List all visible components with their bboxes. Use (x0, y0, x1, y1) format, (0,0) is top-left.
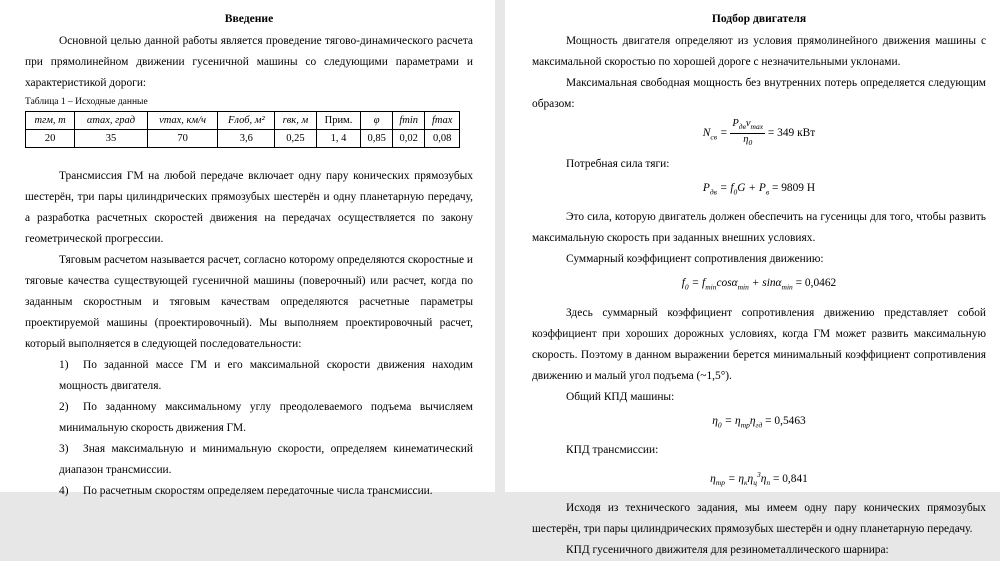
table-cell: 70 (147, 130, 218, 148)
table-header-cell: mгм, т (26, 112, 75, 130)
right-page-content (532, 12, 986, 561)
list-item: 3) Зная максимальную и минимальную скорости, определяем кинематический диапазон трансмиссии. (59, 443, 473, 476)
transmission-efficiency-label: КПД трансмиссии: (566, 444, 659, 457)
force-explanation-paragraph: Это сила, которую двигатель должен обеспечить на гусеницы для того, чтобы развить максимальную скорость при заданных внешних условиях. (532, 211, 986, 245)
section-title-introduction: Введение (224, 12, 274, 25)
table-cell: 1, 4 (316, 130, 361, 148)
table-cell: 0,85 (361, 130, 393, 148)
table-caption: Таблица 1 – Исходные данные (25, 97, 148, 107)
left-document-page (0, 0, 495, 497)
task-paragraph: Исходя из технического задания, мы имеем одну пару конических прямозубых шестерён, три пары цилиндрических прямозубых шестерён и одну планетарную передачу. (532, 502, 986, 536)
resistance-label: Суммарный коэффициент сопротивления движению: (566, 253, 824, 266)
table-row (26, 130, 460, 148)
section-title-engine: Подбор двигателя (711, 12, 807, 25)
transmission-paragraph: Трансмиссия ГМ на любой передаче включает одну пару конических прямозубых шестерён, три пары цилиндрических прямозубых шестерён и одну планетарную передачу, а разработка расчетных скоростей движения на передачах осуществляется по закону геометрической прогрессии. (25, 170, 473, 245)
list-item: 2) По заданному максимальному углу преодолеваемого подъема вычисляем минимальную скорость движения ГМ. (59, 401, 473, 434)
equation-power: $N_{св}$ = $\frac{P_{дв}v_{max}}{\eta_0}$ = 349 кВт (702, 118, 816, 148)
right-document-page (505, 0, 1000, 557)
steps-list (25, 355, 473, 502)
table-header-cell: vmax, км/ч (147, 112, 218, 130)
initial-data-table (25, 111, 460, 148)
table-header-cell: φ (361, 112, 393, 130)
table-cell: 0,08 (425, 130, 460, 148)
table-header-cell: αmax, град (75, 112, 147, 130)
traction-paragraph: Тяговым расчетом называется расчет, согласно которому определяются скоростные и тяговые качества существующей гусеничной машины (поверочный) или расчет, когда по заданным скоростным и тяговым качествам определяются расчетные параметры проектируемой машины (проектировочный). Мы выполняем проектировочный расчет, который выполняется в следующей последовательности: (25, 254, 473, 350)
table-cell: 35 (75, 130, 147, 148)
resistance-explanation-paragraph: Здесь суммарный коэффициент сопротивления движению представляет собой коэффициент при хороших дорожных условиях, когда ГМ может развить максимальную скорость. Поэтому в данном выражении берется минимальный коэффициент сопротивления движению и малый угол подъема (~1,5°). (532, 306, 986, 382)
table-cell: 20 (26, 130, 75, 148)
table-header-cell: Fлоб, м² (218, 112, 275, 130)
list-item: 4) По расчетным скоростям определяем передаточные числа трансмиссии. (59, 485, 433, 497)
equation-transmission-efficiency: $\eta_{тр} = \eta_к\eta_ц^3\eta_п = 0,841$ (710, 470, 808, 488)
engine-power-paragraph: Мощность двигателя определяют из условия прямолинейного движения машины с максимальной скоростью по хорошей дороге с незначительными уклонами. (532, 35, 986, 68)
machine-efficiency-label: Общий КПД машины: (566, 390, 675, 403)
table-header-cell: fmax (425, 112, 460, 130)
spacer (25, 148, 473, 166)
table-cell: 0,25 (275, 130, 317, 148)
intro-paragraph: Основной целью данной работы является проведение тягово-динамического расчета при прямолинейном движении гусеничной машины со следующими параметрами и характеристикой дороги: (25, 35, 473, 89)
traction-force-label: Потребная сила тяги: (566, 158, 670, 171)
table-header-cell: Прим. (316, 112, 361, 130)
table-cell: 3,6 (218, 130, 275, 148)
track-efficiency-label: КПД гусеничного движителя для резинометаллического шарнира: (566, 544, 889, 557)
table-header-row (26, 112, 460, 130)
table-header-cell: rвк, м (275, 112, 317, 130)
table-header-cell: fmin (393, 112, 425, 130)
equation-resistance: $f_0 = f_{min}\cos\alpha_{min} + \sin\alpha_{min} = 0,0462$ (681, 277, 837, 292)
equation-machine-efficiency: $\eta_0 = \eta_{тр}\eta_{гд} = 0,5463$ (712, 414, 806, 430)
table-cell: 0,02 (393, 130, 425, 148)
max-power-paragraph: Максимальная свободная мощность без внутренних потерь определяется следующим образом: (532, 77, 986, 110)
list-item: 1) По заданной массе ГМ и его максимальной скорости движения находим мощность двигателя. (59, 359, 473, 392)
left-page-content (25, 12, 473, 502)
equation-traction-force: $P_{дв} = f_0G + P_в = 9809$ Н (702, 182, 816, 197)
